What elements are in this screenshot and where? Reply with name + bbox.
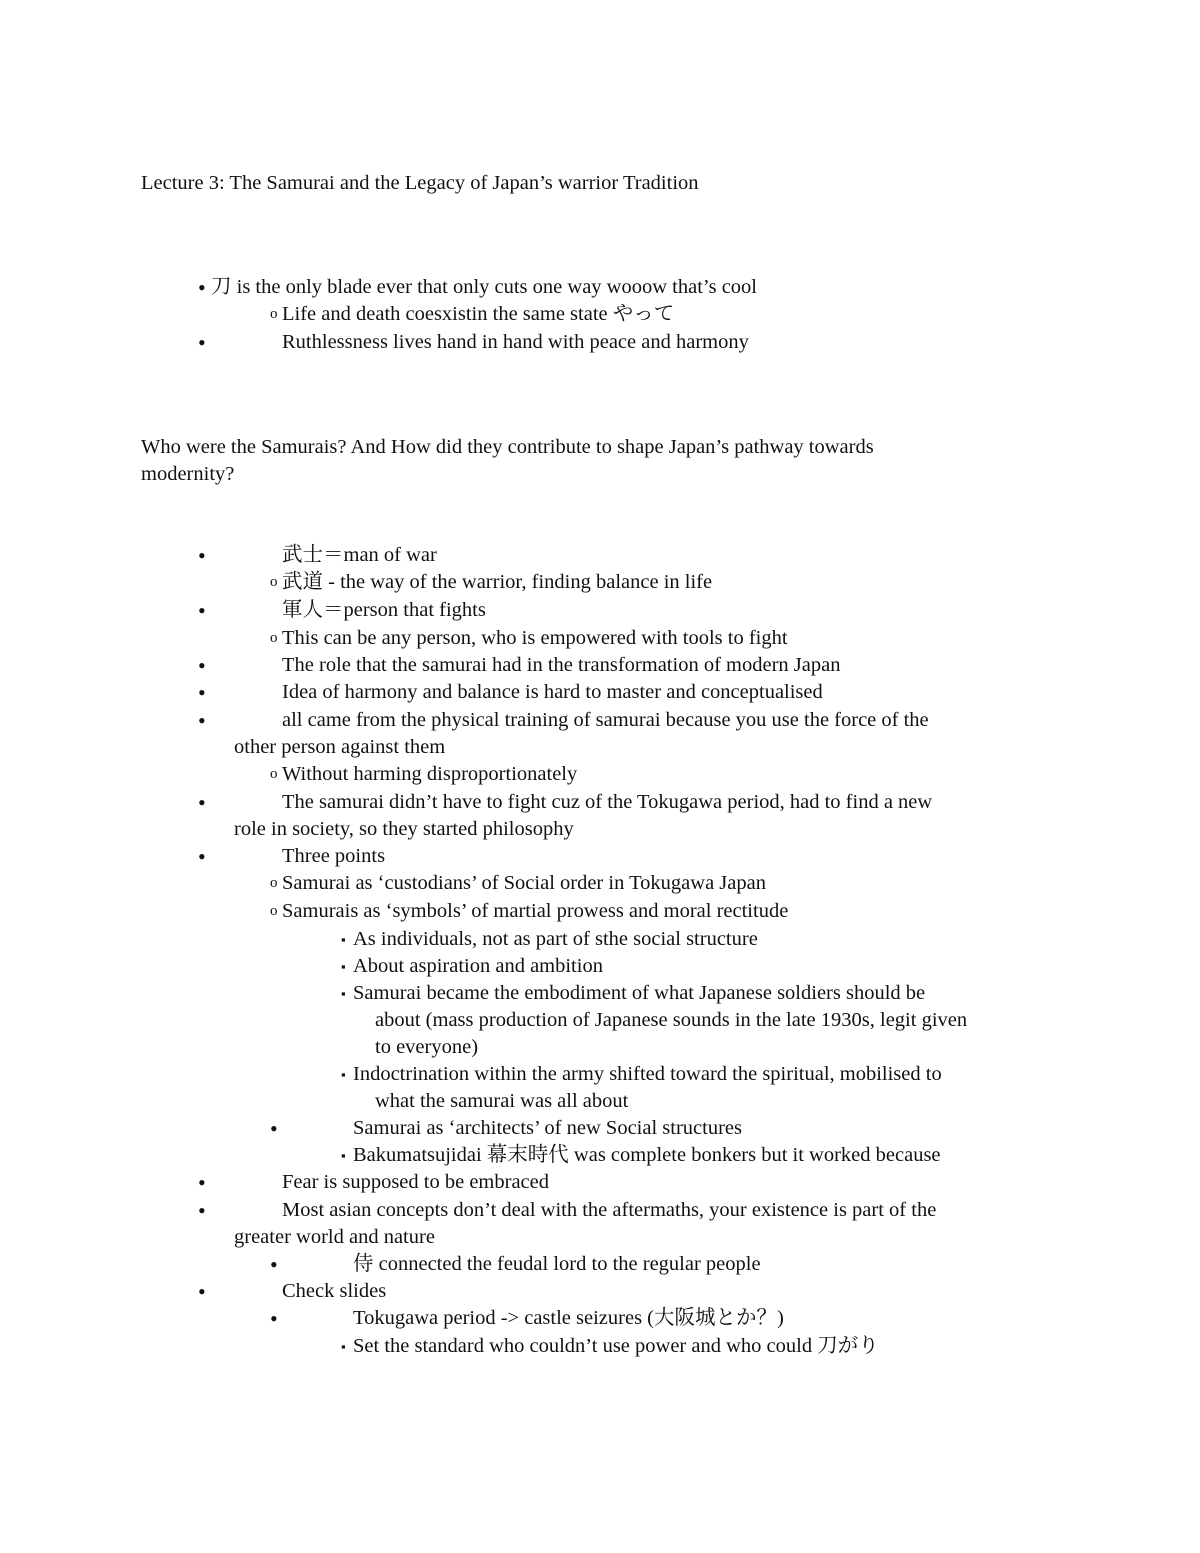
list-item-text: Fear is supposed to be embraced	[282, 1171, 549, 1193]
list-item-text: Most asian concepts don’t deal with the aftermaths, your existence is part of the	[282, 1199, 937, 1221]
bullet-marker: o	[270, 875, 278, 891]
bullet-marker: ▪	[341, 986, 346, 1001]
list-item-text: Set the standard who couldn’t use power and who could 刀がり	[353, 1335, 879, 1357]
bullet-marker: ▪	[341, 932, 346, 947]
bullet-marker: •	[198, 680, 206, 705]
list-item-text: The role that the samurai had in the transformation of modern Japan	[282, 654, 841, 676]
list-item-text: 武道 - the way of the warrior, finding balance in life	[282, 571, 713, 593]
bullet-marker: •	[198, 790, 206, 815]
list-item-text: Samurais as ‘symbols’ of martial prowess and moral rectitude	[282, 900, 789, 922]
bullet-marker: ▪	[341, 959, 346, 974]
list-item-text: About aspiration and ambition	[353, 955, 603, 977]
bullet-marker: •	[198, 1198, 206, 1223]
list-item-text: This can be any person, who is empowered with tools to fight	[282, 627, 788, 649]
list-item-text: about (mass production of Japanese sounds in the late 1930s, legit given	[375, 1009, 968, 1031]
list-item-text: other person against them	[234, 736, 446, 758]
list-item-text: all came from the physical training of samurai because you use the force of the	[282, 709, 929, 731]
list-item-text: Tokugawa period -> castle seizures (大阪城とか？)	[353, 1307, 784, 1329]
section-question	[141, 434, 874, 488]
bullet-marker: ▪	[341, 1067, 346, 1082]
list-item-text: Idea of harmony and balance is hard to master and conceptualised	[282, 681, 823, 703]
list-item-text: Samurai as ‘architects’ of new Social structures	[353, 1117, 742, 1139]
bullet-marker: •	[198, 330, 206, 355]
list-item-text: 軍人＝person that fights	[282, 599, 486, 621]
bullet-marker: •	[198, 708, 206, 733]
bullet-marker: •	[270, 1116, 278, 1141]
bullet-marker: o	[270, 574, 278, 590]
bullet-marker: o	[270, 766, 278, 782]
bullet-marker: •	[198, 1279, 206, 1304]
bullet-marker: •	[198, 598, 206, 623]
bullet-marker: ▪	[341, 1339, 346, 1354]
bullet-marker: •	[198, 653, 206, 678]
list-item-text: Samurai became the embodiment of what Japanese soldiers should be	[353, 982, 926, 1004]
list-item-text: The samurai didn’t have to fight cuz of the Tokugawa period, had to find a new	[282, 791, 933, 813]
list-item-text: 武士＝man of war	[282, 544, 437, 566]
list-item-text: Bakumatsujidai 幕末時代 was complete bonkers but it worked because	[353, 1144, 941, 1166]
list-item-text: 刀 is the only blade ever that only cuts one way wooow that’s cool	[211, 276, 757, 298]
bullet-marker: o	[270, 903, 278, 919]
list-item-text: what the samurai was all about	[375, 1090, 629, 1112]
bullet-marker: •	[270, 1306, 278, 1331]
list-item-text: Three points	[282, 845, 386, 867]
lecture-title: Lecture 3: The Samurai and the Legacy of Japan’s warrior Tradition	[141, 172, 699, 194]
bullet-marker: •	[198, 1170, 206, 1195]
bullet-marker: o	[270, 306, 278, 322]
bullet-marker: •	[198, 844, 206, 869]
bullet-marker: •	[198, 543, 206, 568]
list-item-text: Check slides	[282, 1280, 387, 1302]
list-item-text: role in society, so they started philosophy	[234, 818, 574, 840]
list-item-text: Without harming disproportionately	[282, 763, 578, 785]
list-item-text: Ruthlessness lives hand in hand with peace and harmony	[282, 331, 749, 353]
list-item-text: Indoctrination within the army shifted toward the spiritual, mobilised to	[353, 1063, 942, 1085]
list-item-text: greater world and nature	[234, 1226, 435, 1248]
list-item-text: Life and death coesxistin the same state やって	[282, 303, 675, 325]
list-item-text: 侍 connected the feudal lord to the regular people	[353, 1253, 761, 1275]
list-item-text: to everyone)	[375, 1036, 479, 1058]
bullet-marker: •	[270, 1252, 278, 1277]
bullet-marker: •	[198, 275, 206, 300]
list-item-text: As individuals, not as part of sthe social structure	[353, 928, 758, 950]
bullet-marker: ▪	[341, 1148, 346, 1163]
question-line: modernity?	[141, 463, 235, 485]
question-line: Who were the Samurais? And How did they contribute to shape Japan’s pathway towards	[141, 436, 874, 458]
bullet-marker: o	[270, 630, 278, 646]
list-item-text: Samurai as ‘custodians’ of Social order in Tokugawa Japan	[282, 872, 766, 894]
